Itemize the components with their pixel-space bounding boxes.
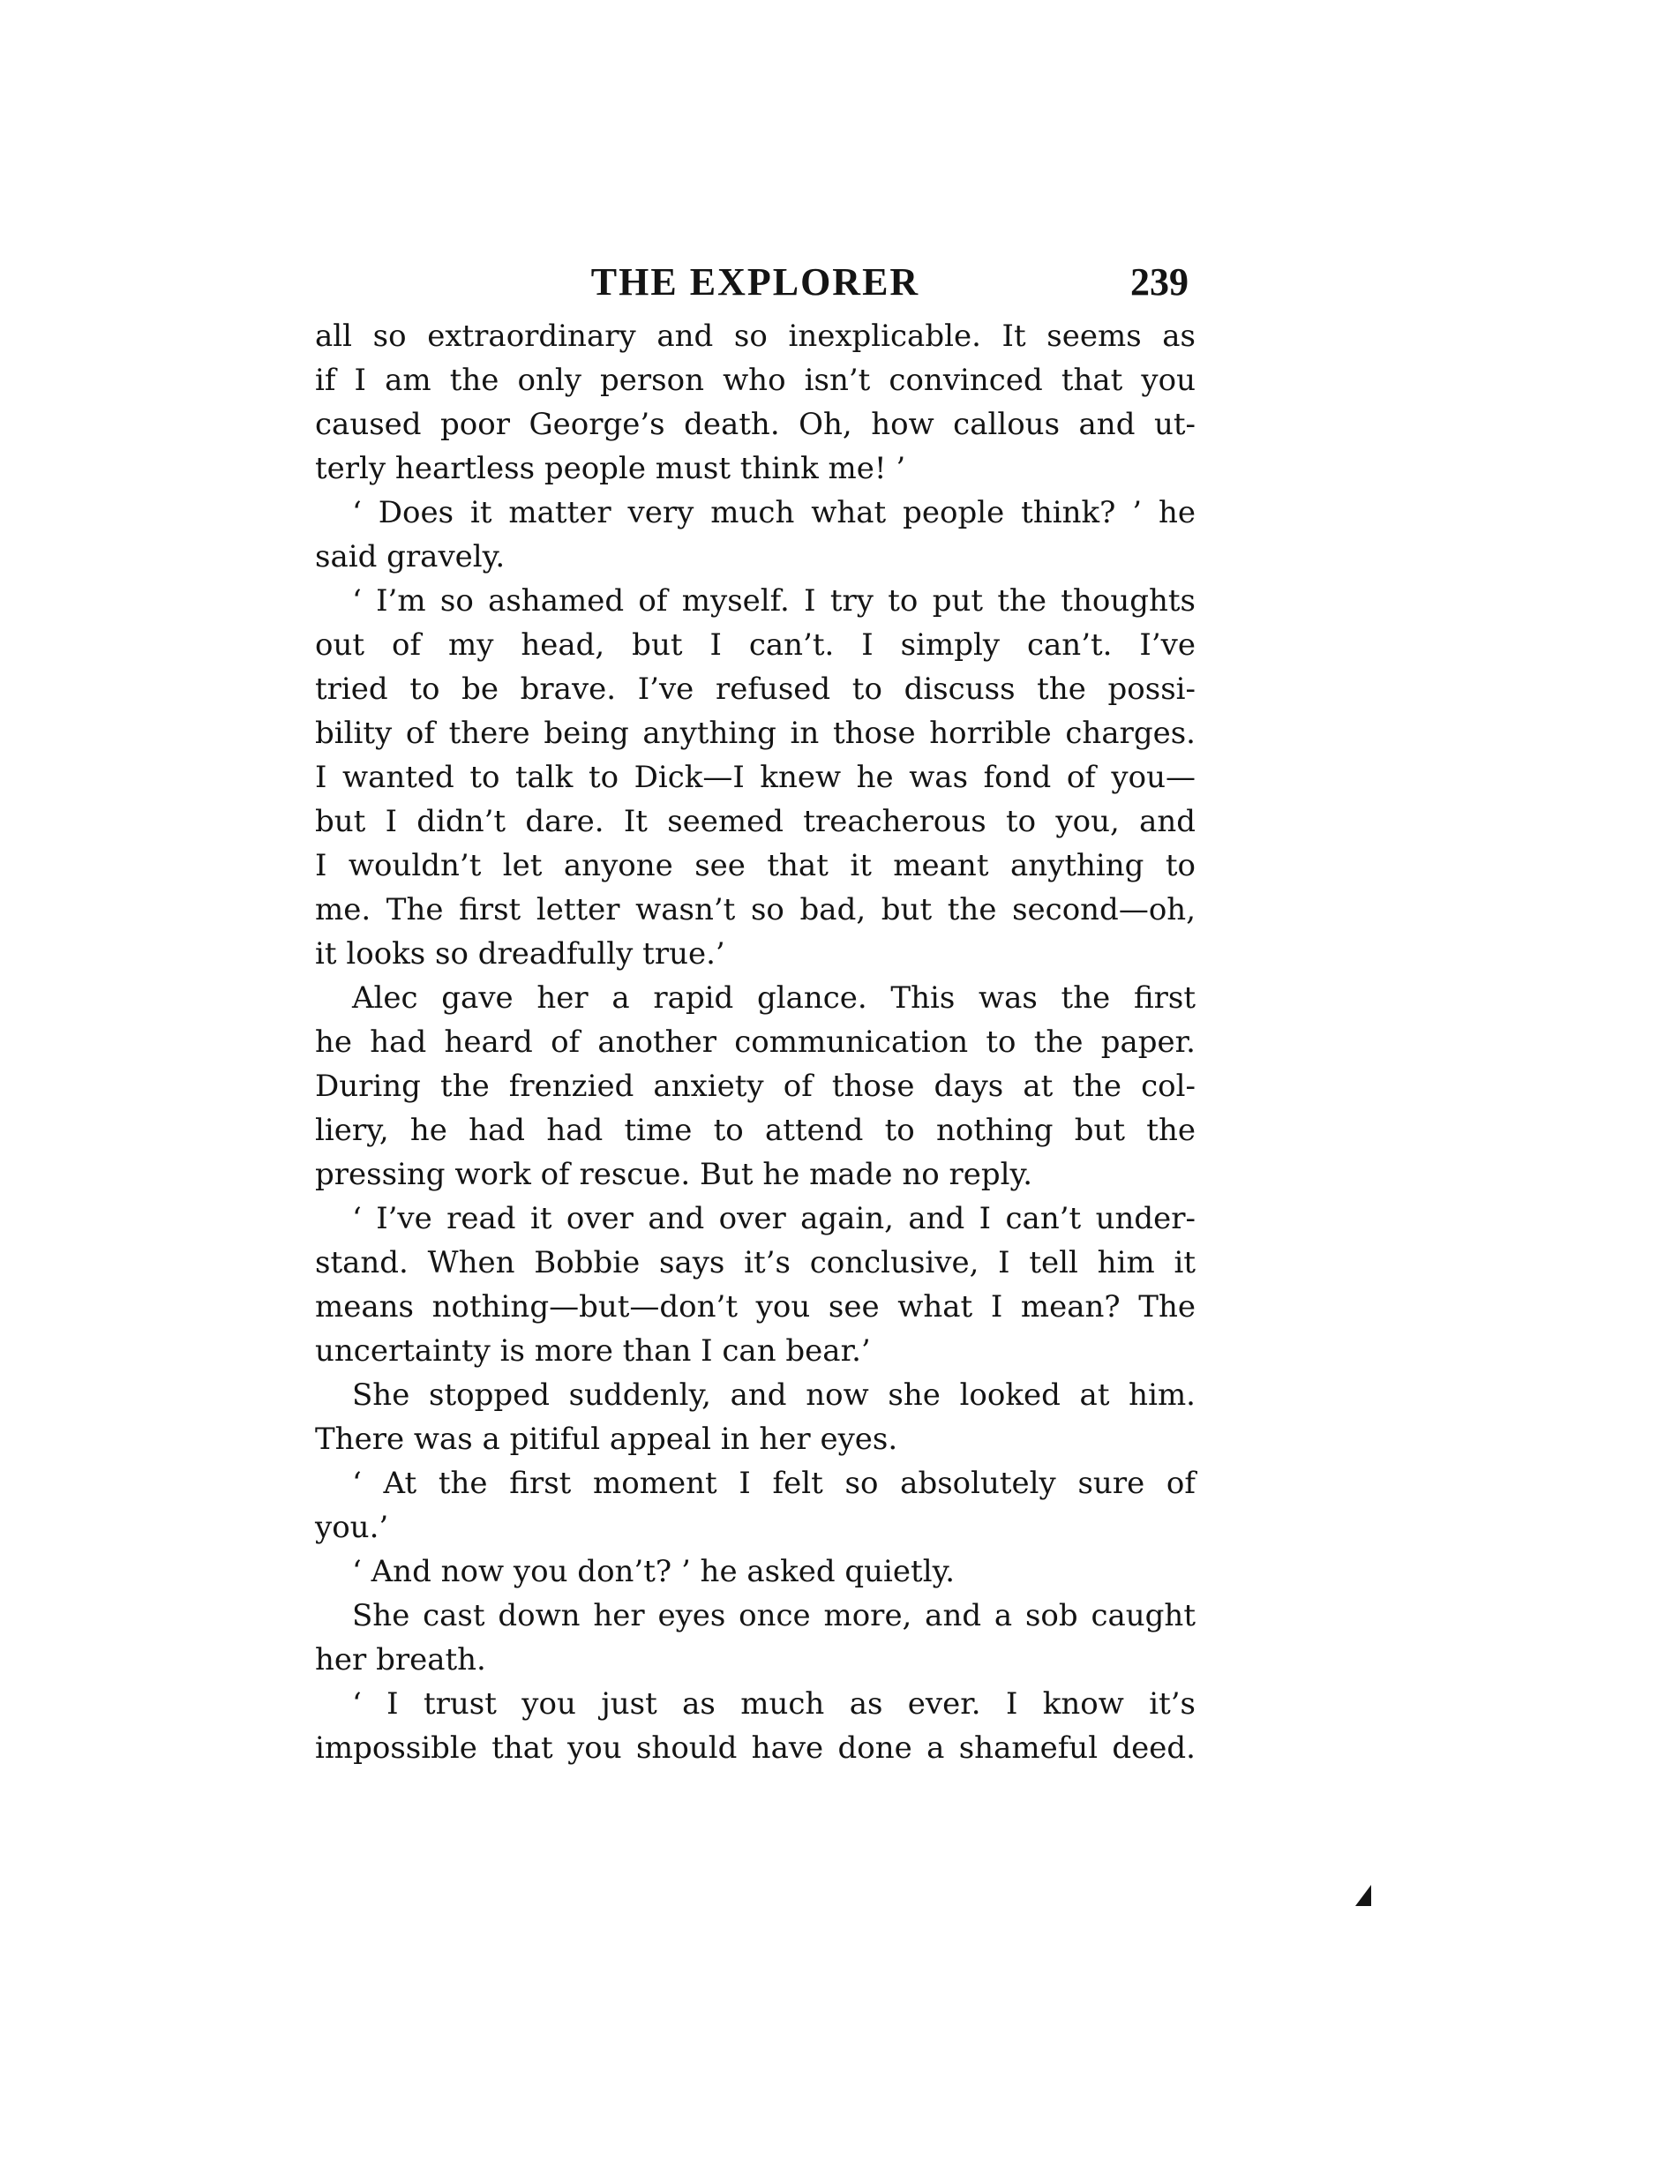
text-line: if I am the only person who isn’t convinced that you (315, 363, 1196, 398)
text-line: She stopped suddenly, and now she looked at him. (352, 1377, 1196, 1413)
text-line: bility of there being anything in those horrible charges. (315, 716, 1196, 751)
text-line: ‘ I trust you just as much as ever. I know it’s (352, 1686, 1196, 1722)
text-line: you.’ (315, 1510, 389, 1545)
text-line: Alec gave her a rapid glance. This was the first (352, 980, 1196, 1016)
text-line: ‘ I’m so ashamed of myself. I try to put the thoughts (352, 583, 1196, 619)
text-line: During the frenzied anxiety of those days at the col- (315, 1069, 1196, 1104)
text-line: he had heard of another communication to the paper. (315, 1024, 1196, 1060)
text-line: pressing work of rescue. But he made no reply. (315, 1157, 1033, 1192)
text-line: ‘ And now you don’t? ’ he asked quietly. (352, 1554, 956, 1589)
text-line: it looks so dreadfully true.’ (315, 936, 725, 972)
text-line: ‘ Does it matter very much what people think? ’ he (352, 495, 1196, 530)
text-line: uncertainty is more than I can bear.’ (315, 1333, 871, 1369)
text-line: her breath. (315, 1642, 486, 1677)
text-line: but I didn’t dare. It seemed treacherous to you, and (315, 804, 1196, 839)
text-line: tried to be brave. I’ve refused to discuss the possi- (315, 672, 1196, 707)
text-line: means nothing—but—don’t you see what I mean? The (315, 1289, 1196, 1325)
running-title: THE EXPLORER (590, 260, 920, 304)
page-number: 239 (1130, 260, 1189, 304)
text-line: impossible that you should have done a shameful deed. (315, 1730, 1196, 1766)
text-line: stand. When Bobbie says it’s conclusive, I tell him it (315, 1245, 1196, 1280)
text-line: I wouldn’t let anyone see that it meant anything to (315, 848, 1196, 883)
text-line: There was a pitiful appeal in her eyes. (315, 1422, 898, 1457)
text-line: me. The first letter wasn’t so bad, but the second—oh, (315, 892, 1196, 927)
page-header (315, 256, 1196, 309)
printer-mark-icon (1352, 1881, 1375, 1908)
text-line: I wanted to talk to Dick—I knew he was fond of you— (315, 760, 1196, 795)
text-line: ‘ I’ve read it over and over again, and I can’t under- (352, 1201, 1196, 1236)
text-line: out of my head, but I can’t. I simply can’t. I’ve (315, 627, 1196, 663)
text-line: ‘ At the first moment I felt so absolutely sure of (352, 1466, 1196, 1501)
text-line: said gravely. (315, 539, 506, 574)
text-line: caused poor George’s death. Oh, how callous and ut- (315, 407, 1196, 442)
text-line: all so extraordinary and so inexplicable. It seems as (315, 319, 1196, 354)
text-line: liery, he had had time to attend to nothing but the (315, 1113, 1196, 1148)
body-text (315, 314, 1196, 1770)
text-line: terly heartless people must think me! ’ (315, 451, 906, 486)
text-line: She cast down her eyes once more, and a sob caught (352, 1598, 1196, 1633)
